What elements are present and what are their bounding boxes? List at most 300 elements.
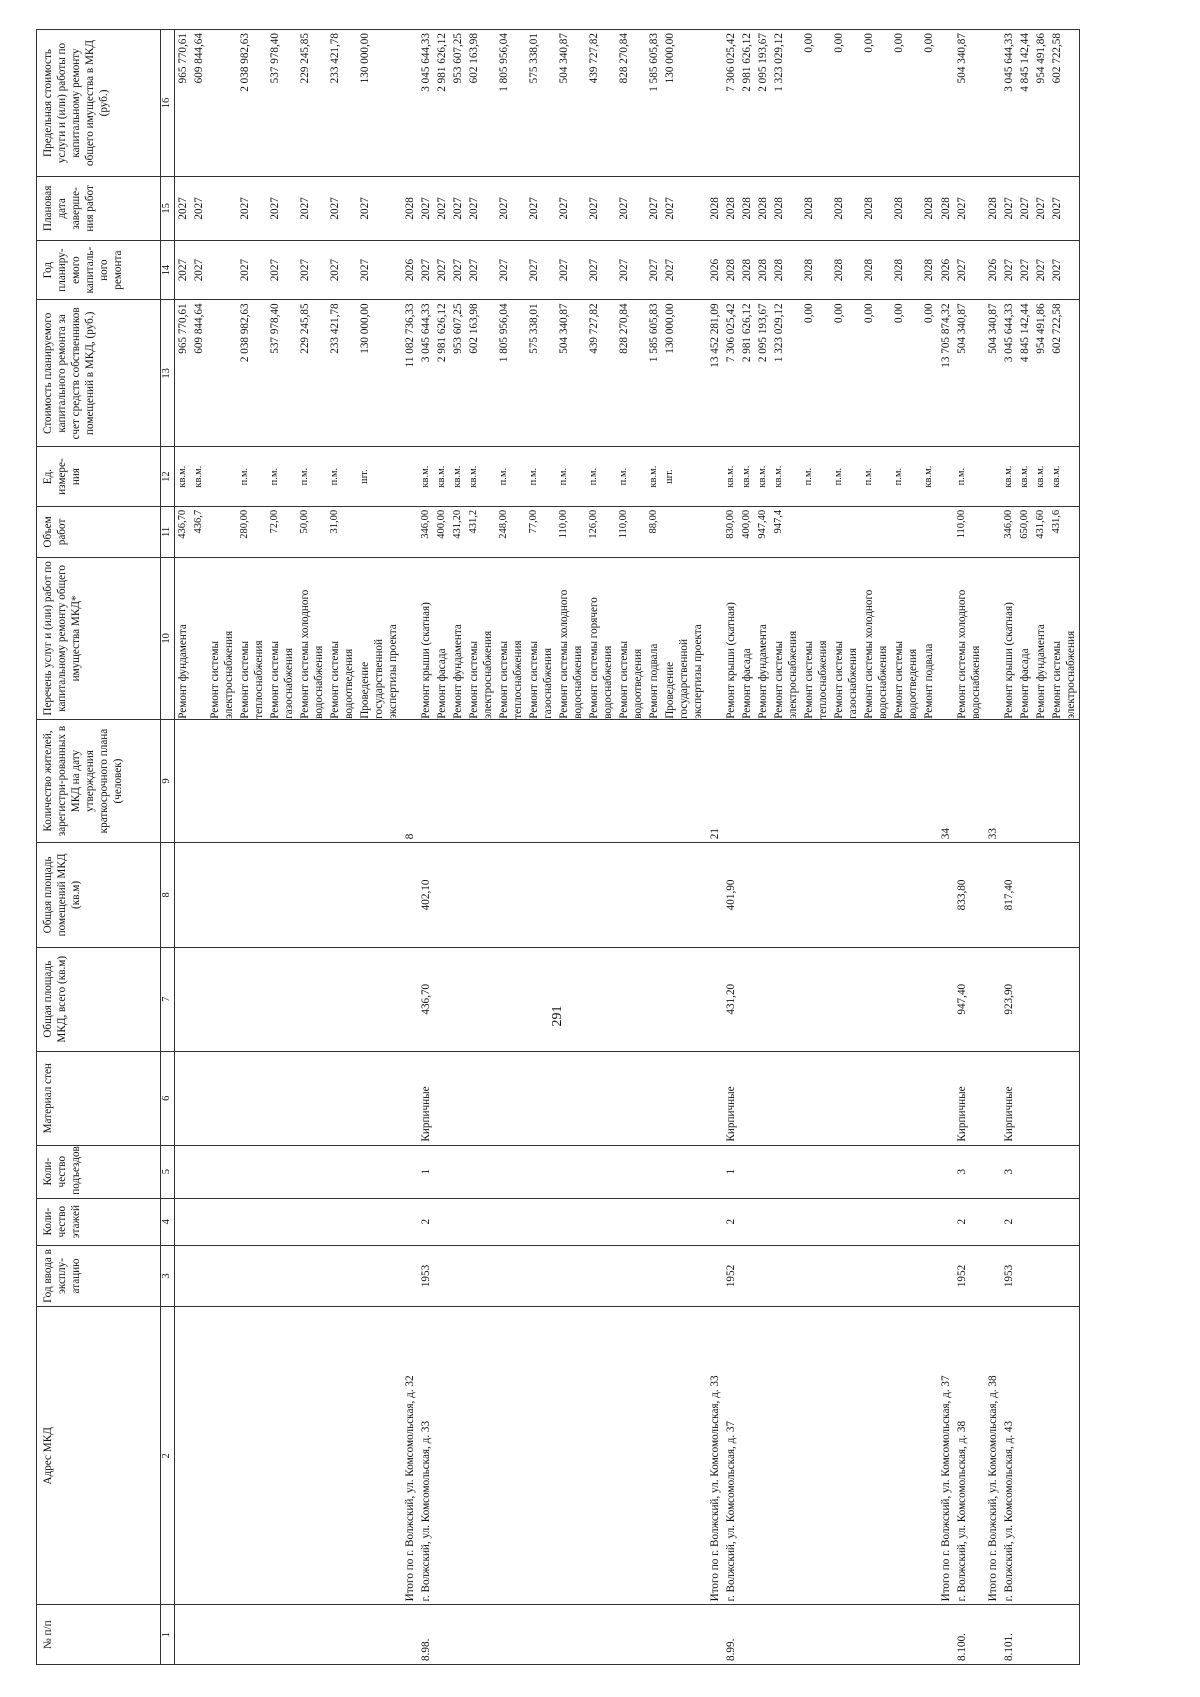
- wall-material: [646, 1051, 662, 1145]
- work-limit-cost-text: 953 607,25: [452, 33, 464, 84]
- work-end-date-text: 2027: [329, 197, 341, 220]
- work-end-date: [801, 176, 831, 240]
- work-name: [466, 558, 496, 720]
- residents: [297, 719, 327, 842]
- commissioning-year: [755, 1245, 771, 1307]
- work-cost-text: 130 000,00: [359, 303, 371, 354]
- work-limit-cost-text: 2 981 626,12: [741, 33, 753, 92]
- work-unit: [496, 447, 526, 507]
- residents: [723, 719, 739, 842]
- work-name-line: [192, 561, 206, 719]
- work-name: [556, 558, 586, 720]
- work-volume-text: 126,00: [588, 509, 599, 539]
- row-number-text: 8.99.: [725, 1638, 737, 1661]
- work-cost-text: 504 340,87: [558, 303, 570, 354]
- row-number: [556, 1605, 586, 1665]
- total-unit: [401, 447, 418, 507]
- wall-material: [267, 1051, 297, 1145]
- house-address: [1001, 1307, 1017, 1605]
- entrance-count: [191, 1145, 207, 1198]
- work-cost-text: 537 978,40: [269, 303, 281, 354]
- total-number: [401, 1605, 418, 1665]
- house-address: [954, 1307, 984, 1605]
- total-row: [401, 30, 418, 1665]
- wall-material: [1033, 1051, 1049, 1145]
- work-cost: [207, 300, 237, 447]
- entrance-count: [755, 1145, 771, 1198]
- work-cost-text: 965 770,61: [177, 303, 189, 354]
- work-name-line: водоснабжения: [970, 645, 982, 719]
- row-number: [1033, 1605, 1049, 1665]
- row-number: [526, 1605, 556, 1665]
- commissioning-year: [1033, 1245, 1049, 1307]
- total-cost: [401, 300, 418, 447]
- work-limit-cost: [1033, 30, 1049, 177]
- commissioning-year: [418, 1245, 434, 1307]
- work-cost-text: 575 338,01: [528, 303, 540, 354]
- floor-count: [723, 1198, 739, 1245]
- work-end-date-text: 2027: [1003, 197, 1015, 220]
- house-address: [586, 1307, 616, 1605]
- entrance-count: [556, 1145, 586, 1198]
- entrance-count-text: 1: [725, 1168, 737, 1175]
- total-empty: [401, 947, 418, 1051]
- work-volume-text: 72,00: [269, 509, 280, 534]
- work-cost-text: 0,00: [923, 303, 935, 323]
- work-cost: [434, 300, 450, 447]
- floor-count-text: 2: [420, 1218, 432, 1225]
- work-year-text: 2028: [893, 258, 905, 282]
- floor-count: [662, 1198, 706, 1245]
- work-name: [616, 558, 646, 720]
- house-address: [891, 1307, 921, 1605]
- work-year-text: 2027: [436, 258, 448, 282]
- house-address: [831, 1307, 861, 1605]
- entrance-count: [801, 1145, 831, 1198]
- work-volume-text: 431,2: [468, 509, 479, 534]
- work-cost-text: 954 491,86: [1035, 303, 1047, 354]
- work-year: [921, 240, 937, 300]
- rooms-area: [662, 843, 706, 947]
- column-number: 9: [161, 719, 175, 842]
- total-row: [937, 30, 954, 1665]
- wall-material: [662, 1051, 706, 1145]
- work-volume: [586, 506, 616, 557]
- work-year-text: 2027: [648, 258, 660, 282]
- rooms-area: [357, 843, 401, 947]
- table-row: [450, 30, 466, 1665]
- work-end-date: [1033, 176, 1049, 240]
- work-end-date-text: 2027: [664, 197, 676, 220]
- rooms-area: [723, 843, 739, 947]
- work-year: [1049, 240, 1080, 300]
- total-residents-text: 34: [940, 828, 952, 840]
- work-year-text: 2027: [588, 258, 600, 282]
- work-limit-cost-text: 965 770,61: [177, 33, 189, 84]
- total-area: [1001, 947, 1017, 1051]
- work-name-line: Ремонт фасада: [741, 648, 753, 719]
- work-unit: [891, 447, 921, 507]
- row-number: [891, 1605, 921, 1665]
- total-end-date: [401, 176, 418, 240]
- rooms-area: [1049, 843, 1080, 947]
- rooms-area: [1001, 843, 1017, 947]
- work-end-date: [921, 176, 937, 240]
- work-year: [556, 240, 586, 300]
- floor-count: [496, 1198, 526, 1245]
- work-unit: [616, 447, 646, 507]
- house-address-text: г. Волжский, ул. Комсомольская, д. 43: [1003, 1420, 1015, 1602]
- rooms-area: [450, 843, 466, 947]
- work-end-date: [1049, 176, 1080, 240]
- wall-material: [831, 1051, 861, 1145]
- total-area: [831, 947, 861, 1051]
- work-name: [861, 558, 891, 720]
- total-residents-text: 33: [987, 828, 999, 840]
- work-name: [801, 558, 831, 720]
- table-row: [723, 30, 739, 1665]
- work-name-line: теплоснабжения: [817, 640, 829, 719]
- residents: [327, 719, 357, 842]
- commissioning-year: [207, 1245, 237, 1307]
- wall-material: [921, 1051, 937, 1145]
- residents: [191, 719, 207, 842]
- work-volume: [526, 506, 556, 557]
- total-area: [357, 947, 401, 1051]
- work-volume: [1001, 506, 1017, 557]
- wall-material: [861, 1051, 891, 1145]
- total-area: [418, 947, 434, 1051]
- entrance-count: [891, 1145, 921, 1198]
- work-cost: [646, 300, 662, 447]
- work-year-text: 2028: [741, 258, 753, 282]
- total-area: [646, 947, 662, 1051]
- total-year: [706, 240, 723, 300]
- work-limit-cost: [207, 30, 237, 177]
- floor-count: [556, 1198, 586, 1245]
- work-year-text: 2027: [269, 258, 281, 282]
- total-area-text: 436,70: [420, 983, 432, 1015]
- work-volume-text: 77,00: [528, 509, 539, 534]
- total-year: [984, 240, 1001, 300]
- work-unit-text: кв.м.: [452, 465, 463, 488]
- work-limit-cost: [434, 30, 450, 177]
- commissioning-year: [954, 1245, 984, 1307]
- total-area: [662, 947, 706, 1051]
- total-residents: [984, 719, 1001, 842]
- work-year-text: 2027: [664, 258, 676, 282]
- floor-count: [434, 1198, 450, 1245]
- work-name: [723, 558, 739, 720]
- work-end-date: [739, 176, 755, 240]
- floor-count: [297, 1198, 327, 1245]
- entrance-count: [1001, 1145, 1017, 1198]
- work-limit-cost: [921, 30, 937, 177]
- total-row: [706, 30, 723, 1665]
- total-empty: [401, 1245, 418, 1307]
- work-year-text: 2027: [956, 258, 968, 282]
- total-area: [723, 947, 739, 1051]
- house-address: [556, 1307, 586, 1605]
- floor-count: [831, 1198, 861, 1245]
- work-cost: [739, 300, 755, 447]
- total-cost: [984, 300, 1001, 447]
- wall-material: [191, 1051, 207, 1145]
- total-area: [237, 947, 267, 1051]
- total-residents-text: 8: [404, 833, 416, 840]
- rooms-area: [771, 843, 801, 947]
- work-limit-cost: [755, 30, 771, 177]
- work-year-text: 2028: [863, 258, 875, 282]
- work-volume: [861, 506, 891, 557]
- rooms-area-text: 402,10: [420, 879, 432, 911]
- entrance-count: [526, 1145, 556, 1198]
- work-limit-cost: [646, 30, 662, 177]
- column-header: Общая площадь МКД, всего (кв.м): [37, 947, 161, 1051]
- entrance-count: [831, 1145, 861, 1198]
- total-area: [207, 947, 237, 1051]
- work-cost: [1001, 300, 1017, 447]
- work-volume-text: 346,00: [420, 509, 431, 539]
- residents: [771, 719, 801, 842]
- rooms-area: [297, 843, 327, 947]
- residents: [526, 719, 556, 842]
- work-end-date: [357, 176, 401, 240]
- rooms-area: [739, 843, 755, 947]
- row-number: [357, 1605, 401, 1665]
- total-label: [706, 1307, 723, 1605]
- wall-material: [526, 1051, 556, 1145]
- work-limit-cost-text: 0,00: [863, 33, 875, 53]
- rooms-area-text: 817,40: [1003, 879, 1015, 911]
- work-unit: [556, 447, 586, 507]
- total-works: [706, 558, 723, 720]
- work-limit-cost: [526, 30, 556, 177]
- work-cost-text: 439 727,82: [588, 303, 600, 354]
- work-unit: [662, 447, 706, 507]
- work-end-date: [586, 176, 616, 240]
- total-end-date: [706, 176, 723, 240]
- rooms-area: [616, 843, 646, 947]
- residents: [646, 719, 662, 842]
- work-volume: [739, 506, 755, 557]
- row-number: [771, 1605, 801, 1665]
- total-unit: [706, 447, 723, 507]
- floor-count: [327, 1198, 357, 1245]
- entrance-count: [175, 1145, 192, 1198]
- floor-count: [191, 1198, 207, 1245]
- total-cost-text: 504 340,87: [987, 303, 999, 354]
- work-cost: [267, 300, 297, 447]
- house-address: [496, 1307, 526, 1605]
- work-limit-cost: [496, 30, 526, 177]
- entrance-count: [466, 1145, 496, 1198]
- work-limit-cost-text: 1 805 956,04: [498, 33, 510, 92]
- entrance-count: [616, 1145, 646, 1198]
- house-address-text: г. Волжский, ул. Комсомольская, д. 37: [725, 1420, 737, 1602]
- house-address: [526, 1307, 556, 1605]
- entrance-count: [1049, 1145, 1080, 1198]
- work-limit-cost: [801, 30, 831, 177]
- row-number: [327, 1605, 357, 1665]
- wall-material: [755, 1051, 771, 1145]
- floor-count: [861, 1198, 891, 1245]
- work-volume: [921, 506, 937, 557]
- work-end-date-text: 2027: [452, 197, 464, 220]
- work-name: [1049, 558, 1080, 720]
- work-name-line: теплоснабжения: [512, 640, 524, 719]
- work-unit: [297, 447, 327, 507]
- house-address-text: г. Волжский, ул. Комсомольская, д. 33: [420, 1420, 432, 1602]
- work-unit-text: шт.: [359, 469, 370, 484]
- work-limit-cost-text: 954 491,86: [1035, 33, 1047, 84]
- work-limit-cost-text: 2 095 193,67: [757, 33, 769, 92]
- work-cost-text: 504 340,87: [956, 303, 968, 354]
- total-empty: [706, 1145, 723, 1198]
- wall-material-text: Кирпичные: [956, 1086, 968, 1142]
- table-row: [1033, 30, 1049, 1665]
- work-year: [207, 240, 237, 300]
- row-number-text: 8.101.: [1003, 1633, 1015, 1661]
- work-end-date: [861, 176, 891, 240]
- entrance-count: [327, 1145, 357, 1198]
- commissioning-year: [466, 1245, 496, 1307]
- residents: [1017, 719, 1033, 842]
- work-name-line: Ремонт крыши (скатная): [420, 602, 432, 719]
- work-end-date: [496, 176, 526, 240]
- work-name-line: Ремонт системы холодного: [299, 589, 311, 719]
- work-unit-text: кв.м.: [1003, 465, 1014, 488]
- work-name-line: газоснабжения: [542, 648, 554, 719]
- wall-material-text: Кирпичные: [420, 1086, 432, 1142]
- work-cost: [175, 300, 192, 447]
- work-volume-text: 400,00: [741, 509, 752, 539]
- work-volume-text: 436,70: [177, 509, 188, 539]
- house-address: [237, 1307, 267, 1605]
- table-row: [646, 30, 662, 1665]
- work-year-text: 2028: [725, 258, 737, 282]
- work-unit-text: кв.м.: [1035, 465, 1046, 488]
- work-year: [662, 240, 706, 300]
- total-area: [175, 947, 192, 1051]
- entrance-count: [771, 1145, 801, 1198]
- work-unit-text: п.м.: [528, 467, 539, 486]
- work-limit-cost: [297, 30, 327, 177]
- house-address: [1017, 1307, 1033, 1605]
- work-name: [646, 558, 662, 720]
- work-end-date: [954, 176, 984, 240]
- total-empty: [984, 1245, 1001, 1307]
- work-cost-text: 2 981 626,12: [741, 303, 753, 363]
- total-empty: [401, 843, 418, 947]
- work-unit-text: кв.м.: [193, 465, 204, 488]
- entrance-count: [861, 1145, 891, 1198]
- work-cost-text: 828 270,84: [618, 303, 630, 354]
- total-area: [801, 947, 831, 1051]
- total-empty: [984, 843, 1001, 947]
- total-area: [450, 947, 466, 1051]
- work-name-line: Ремонт фундамента: [452, 624, 464, 719]
- total-area: [1033, 947, 1049, 1051]
- work-name-line: электроснабжения: [482, 630, 494, 719]
- column-header: Год планиру-емого капиталь-ного ремонта: [37, 240, 161, 300]
- total-empty: [401, 1198, 418, 1245]
- work-name-line: Ремонт системы: [893, 641, 905, 719]
- work-unit: [1017, 447, 1033, 507]
- work-cost-text: 7 306 025,42: [725, 303, 737, 363]
- work-name-line: Ремонт фундамента: [1035, 624, 1047, 719]
- work-name-line: Ремонт системы: [468, 641, 480, 719]
- wall-material: [496, 1051, 526, 1145]
- work-year-text: 2027: [468, 258, 480, 282]
- column-number: 5: [161, 1145, 175, 1198]
- rooms-area: [1033, 843, 1049, 947]
- work-volume-text: 947,40: [757, 509, 768, 539]
- work-year-text: 2027: [1035, 258, 1047, 282]
- residents: [662, 719, 706, 842]
- column-number: 6: [161, 1051, 175, 1145]
- total-cost-text: 11 082 736,33: [404, 303, 416, 368]
- work-year-text: 2028: [923, 258, 935, 282]
- work-year: [191, 240, 207, 300]
- residents: [831, 719, 861, 842]
- column-number: 14: [161, 240, 175, 300]
- work-name: [662, 558, 706, 720]
- rooms-area: [954, 843, 984, 947]
- row-number: [616, 1605, 646, 1665]
- work-limit-cost: [739, 30, 755, 177]
- work-unit-text: кв.м.: [1019, 465, 1030, 488]
- total-label: [401, 1307, 418, 1605]
- total-volume: [937, 506, 954, 557]
- entrance-count-text: 1: [420, 1168, 432, 1175]
- work-unit-text: кв.м.: [741, 465, 752, 488]
- work-end-date-text: 2028: [833, 197, 845, 220]
- commissioning-year: [723, 1245, 739, 1307]
- work-limit-cost: [1049, 30, 1080, 177]
- work-end-date-text: 2027: [193, 197, 205, 220]
- work-year: [831, 240, 861, 300]
- wall-material: [771, 1051, 801, 1145]
- total-area: [327, 947, 357, 1051]
- rooms-area: [466, 843, 496, 947]
- work-volume: [434, 506, 450, 557]
- work-year-text: 2027: [452, 258, 464, 282]
- work-volume-text: 650,00: [1019, 509, 1030, 539]
- work-unit: [207, 447, 237, 507]
- work-year: [450, 240, 466, 300]
- work-unit-text: кв.м.: [923, 465, 934, 488]
- work-cost-text: 0,00: [893, 303, 905, 323]
- wall-material: [739, 1051, 755, 1145]
- total-empty: [937, 1051, 954, 1145]
- commissioning-year-text: 1952: [956, 1264, 968, 1288]
- work-name: [327, 558, 357, 720]
- work-end-date-text: 2027: [177, 197, 189, 220]
- work-cost-text: 2 038 982,63: [239, 303, 251, 363]
- work-limit-cost: [616, 30, 646, 177]
- work-end-date-text: 2027: [1035, 197, 1047, 220]
- total-area: [954, 947, 984, 1051]
- work-cost: [191, 300, 207, 447]
- floor-count: [954, 1198, 984, 1245]
- work-year: [755, 240, 771, 300]
- house-address: [723, 1307, 739, 1605]
- rooms-area: [1017, 843, 1033, 947]
- work-year: [723, 240, 739, 300]
- page-number: 291: [550, 1005, 565, 1027]
- work-volume: [891, 506, 921, 557]
